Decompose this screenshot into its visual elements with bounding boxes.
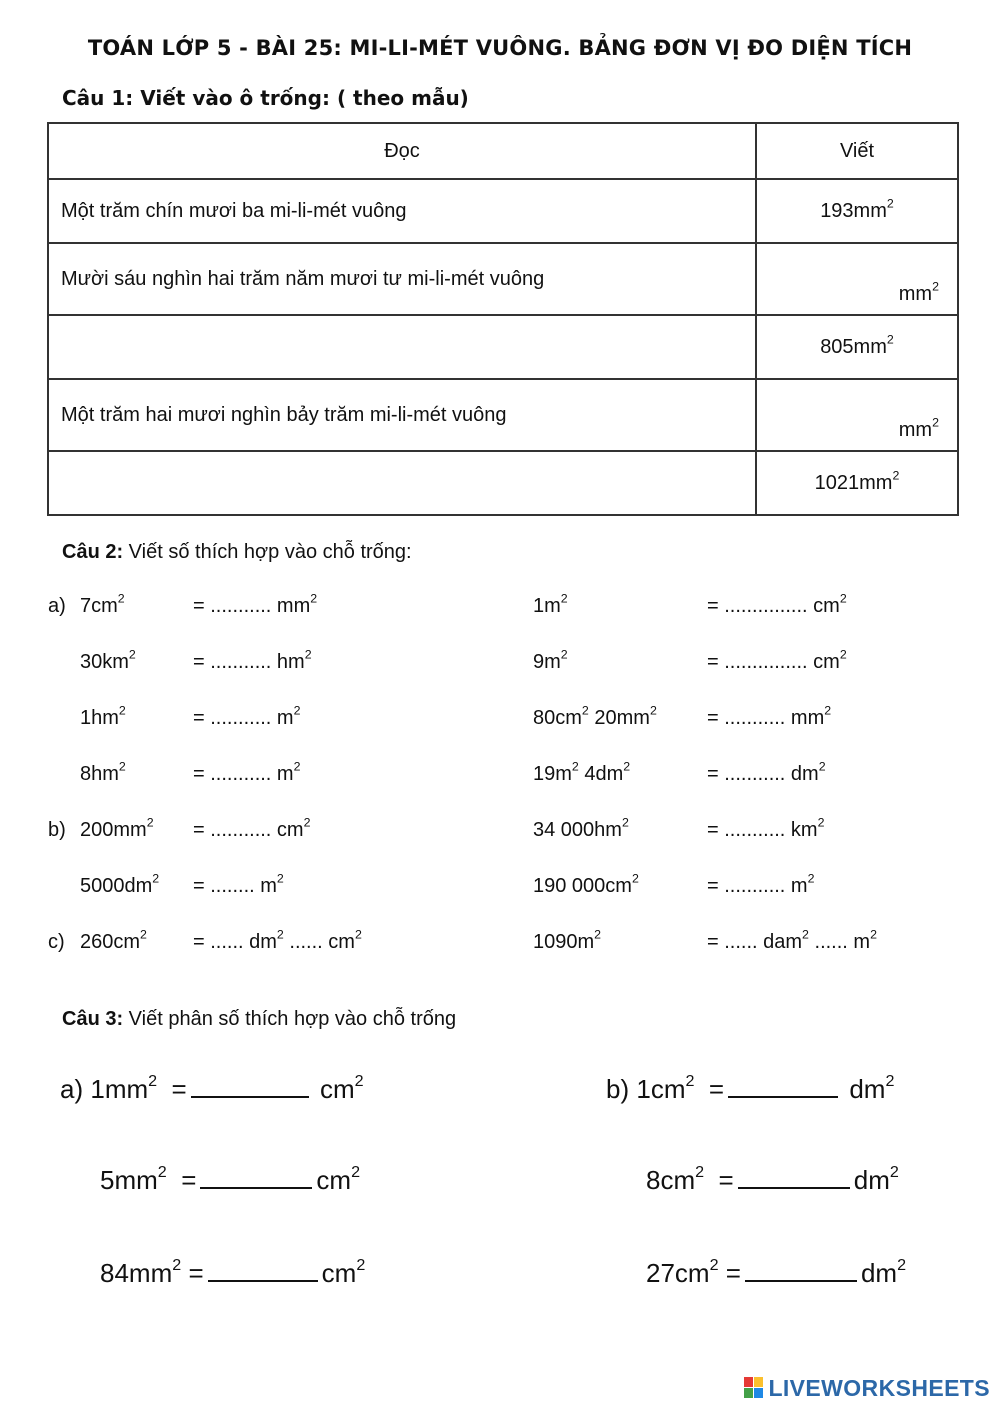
- fraction-exercise: $27cm^2 = dm^2$: [646, 1255, 907, 1288]
- right-expression: $19m^2$ $4dm^2$: [533, 759, 631, 785]
- right-answer-blank[interactable]: = ........... $km^2$: [707, 815, 825, 841]
- exercise-row: [0, 703, 1000, 737]
- liveworksheets-logo: [744, 1373, 990, 1403]
- answer-blank[interactable]: [208, 1262, 318, 1282]
- answer-blank[interactable]: [191, 1078, 309, 1098]
- left-expression: $8cm^2$: [646, 1162, 705, 1195]
- logo-text: LIVEWORKSHEETS: [768, 1374, 990, 1401]
- part-label: a): [48, 595, 66, 617]
- table-row: [48, 179, 958, 243]
- write-cell: $1021mm^2$: [756, 451, 958, 515]
- write-cell: $193mm^2$: [756, 179, 958, 243]
- read-cell: Mười sáu nghìn hai trăm năm mươi tư mi-li-mét vuông: [48, 243, 756, 315]
- answer-blank[interactable]: [728, 1078, 838, 1098]
- right-answer-blank[interactable]: = ............... $cm^2$: [707, 647, 847, 673]
- right-answer-blank[interactable]: = ...... dam$^2$ ...... $m^2$: [707, 927, 877, 953]
- question-1-table: [47, 122, 959, 516]
- left-expression: $1mm^2$: [90, 1071, 158, 1104]
- question-3-label: Câu 3: Viết phân số thích hợp vào chỗ trống: [62, 1008, 457, 1030]
- write-cell: $805mm^2$: [756, 315, 958, 379]
- write-answer-cell[interactable]: $mm^2$: [756, 243, 958, 315]
- right-answer-blank[interactable]: = ........... $mm^2$: [707, 703, 832, 729]
- left-expression: $7cm^2$: [80, 591, 125, 617]
- left-answer-blank[interactable]: = ........... $m^2$: [193, 703, 301, 729]
- read-cell: Một trăm hai mươi nghìn bảy trăm mi-li-mét vuông: [48, 379, 756, 451]
- answer-blank[interactable]: [738, 1169, 850, 1189]
- left-answer-blank[interactable]: = ...... $dm^2$ ...... $cm^2$: [193, 927, 362, 953]
- left-answer-blank[interactable]: = ........ $m^2$: [193, 871, 284, 897]
- unit: $dm^2$: [849, 1071, 895, 1104]
- left-answer-blank[interactable]: = ........... $cm^2$: [193, 815, 311, 841]
- left-expression: $5mm^2$: [100, 1162, 167, 1195]
- right-answer-blank[interactable]: = ............... $cm^2$: [707, 591, 847, 617]
- right-expression: $80cm^2$ $20mm^2$: [533, 703, 657, 729]
- unit: $cm^2$: [316, 1162, 361, 1195]
- left-expression: $27cm^2$: [646, 1255, 719, 1288]
- fraction-exercise: $84mm^2 = cm^2$: [100, 1255, 366, 1288]
- left-answer-blank[interactable]: = ........... $mm^2$: [193, 591, 318, 617]
- fraction-exercise: b) $1cm^2 = dm^2$: [606, 1071, 895, 1104]
- fraction-exercise: $8cm^2 = dm^2$: [646, 1162, 899, 1195]
- right-expression: $1m^2$: [533, 591, 568, 617]
- exercise-row: [0, 759, 1000, 793]
- right-answer-blank[interactable]: = ........... $m^2$: [707, 871, 815, 897]
- unit: $cm^2$: [321, 1255, 366, 1288]
- liveworksheets-logo-icon: [744, 1377, 764, 1399]
- unit: $dm^2$: [853, 1162, 899, 1195]
- exercise-row: [0, 815, 1000, 849]
- part-label: b): [606, 1074, 630, 1104]
- left-expression: $260cm^2$: [80, 927, 147, 953]
- left-expression: $1cm^2$: [636, 1071, 695, 1104]
- table-row: [48, 315, 958, 379]
- right-expression: $1090m^2$: [533, 927, 602, 953]
- header-read: Đọc: [48, 123, 756, 179]
- part-label: a): [60, 1074, 84, 1104]
- right-answer-blank[interactable]: = ........... $dm^2$: [707, 759, 826, 785]
- read-answer-cell[interactable]: [48, 315, 756, 379]
- question-1-label: Câu 1: Viết vào ô trống: ( theo mẫu): [62, 86, 469, 110]
- exercise-row: [0, 871, 1000, 905]
- answer-blank[interactable]: [200, 1169, 312, 1189]
- table-row: [48, 379, 958, 451]
- question-2-label: Câu 2: Viết số thích hợp vào chỗ trống:: [62, 541, 412, 563]
- part-label: c): [48, 931, 65, 953]
- fraction-exercise: $5mm^2 = cm^2$: [100, 1162, 361, 1195]
- write-answer-cell[interactable]: $mm^2$: [756, 379, 958, 451]
- left-answer-blank[interactable]: = ........... $hm^2$: [193, 647, 312, 673]
- exercise-row: [0, 591, 1000, 625]
- read-answer-cell[interactable]: [48, 451, 756, 515]
- table-header-row: [48, 123, 958, 179]
- table-row: [48, 243, 958, 315]
- part-label: b): [48, 819, 66, 841]
- unit: $dm^2$: [860, 1255, 907, 1288]
- left-expression: $1hm^2$: [80, 703, 126, 729]
- fraction-exercise: a) $1mm^2 = cm^2$: [60, 1071, 364, 1104]
- table-row: [48, 451, 958, 515]
- exercise-row: [0, 927, 1000, 961]
- left-expression: $200mm^2$: [80, 815, 154, 841]
- left-expression: $5000dm^2$: [80, 871, 160, 897]
- left-expression: $84mm^2$: [100, 1255, 182, 1288]
- unit: $cm^2$: [319, 1071, 364, 1104]
- left-answer-blank[interactable]: = ........... $m^2$: [193, 759, 301, 785]
- page-title: TOÁN LỚP 5 - BÀI 25: MI-LI-MÉT VUÔNG. BẢNG ĐƠN VỊ ĐO DIỆN TÍCH: [87, 36, 913, 60]
- right-expression: 34 $000hm^2$: [533, 815, 629, 841]
- right-expression: 190 $000cm^2$: [533, 871, 639, 897]
- right-expression: $9m^2$: [533, 647, 568, 673]
- read-cell: Một trăm chín mươi ba mi-li-mét vuông: [48, 179, 756, 243]
- exercise-row: [0, 647, 1000, 681]
- left-expression: $30km^2$: [80, 647, 136, 673]
- left-expression: $8hm^2$: [80, 759, 126, 785]
- answer-blank[interactable]: [745, 1262, 857, 1282]
- header-write: Viết: [756, 123, 958, 179]
